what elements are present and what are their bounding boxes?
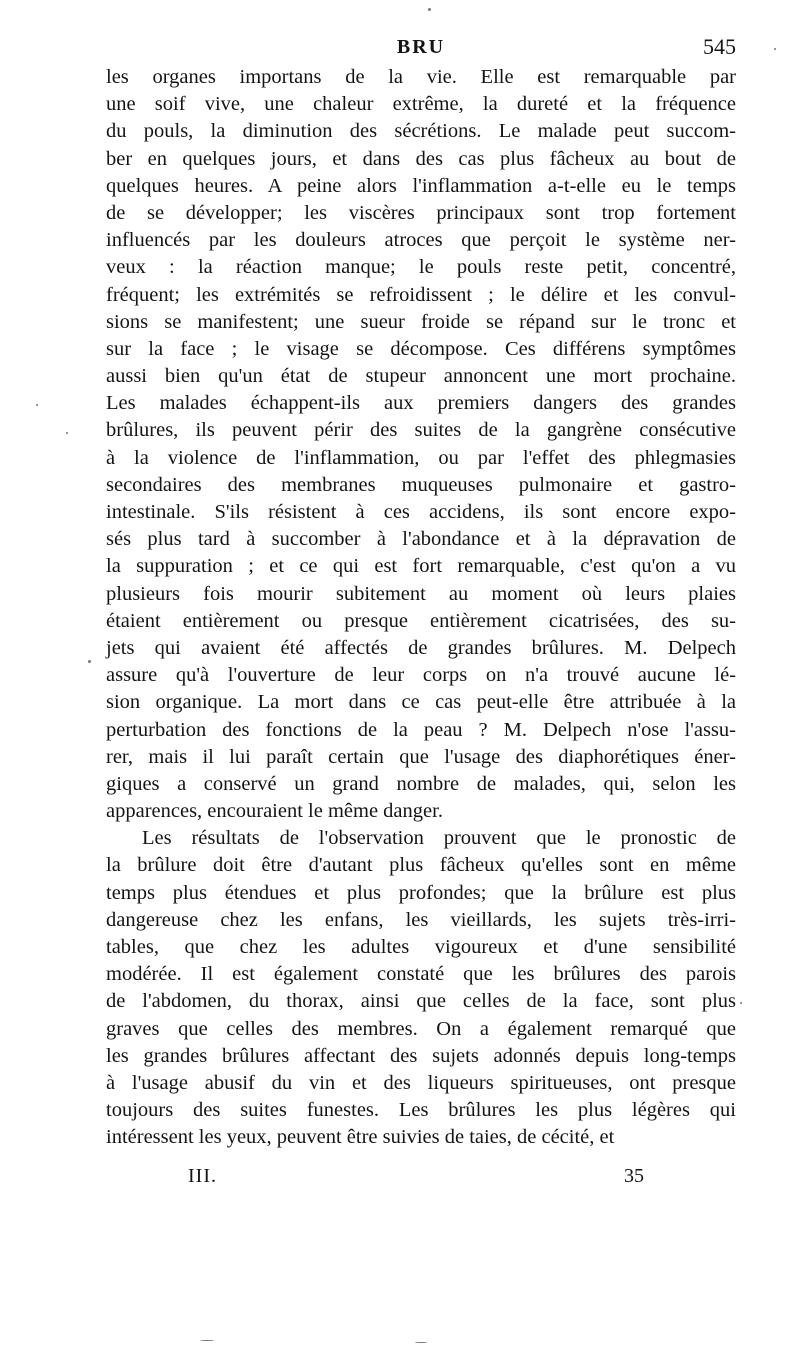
text-line: les grandes brûlures affectant des sujets adonnés depuis long-temps (106, 1044, 736, 1067)
text-line: les organes importans de la vie. Elle est remarquable par (106, 66, 736, 88)
text-line: apparences, encouraient le même danger. (106, 800, 443, 823)
text-line: à la violence de l'inflammation, ou par l'effet des phlegmasies (106, 446, 736, 469)
scan-speck (88, 660, 91, 663)
text-line: aussi bien qu'un état de stupeur annoncent une mort prochaine. (106, 365, 736, 388)
text-line: la brûlure doit être d'autant plus fâcheux qu'elles sont en même (106, 854, 736, 877)
text-line: tables, que chez les adultes vigoureux et d'une sensibilité (106, 936, 736, 958)
body-text (106, 64, 736, 1152)
text-line: une soif vive, une chaleur extrême, la dureté et la fréquence (106, 93, 736, 116)
text-line: ber en quelques jours, et dans des cas plus fâcheux au bout de (106, 147, 736, 170)
page-footer (106, 1165, 736, 1195)
text-line: influencés par les douleurs atroces que perçoit le système ner- (106, 229, 736, 252)
text-line: dangereuse chez les enfans, les vieillards, les sujets très-irri- (106, 908, 736, 931)
scan-speck (36, 404, 38, 406)
text-line: temps plus étendues et plus profondes; que la brûlure est plus (106, 881, 736, 904)
text-line: jets qui avaient été affectés de grandes brûlures. M. Delpech (106, 636, 736, 659)
volume-mark: III. (188, 1165, 217, 1187)
text-line: intestinale. S'ils résistent à ces accidens, ils sont encore expo- (106, 501, 736, 523)
scan-speck (774, 48, 776, 50)
running-head: BRU (396, 36, 446, 58)
text-line: perturbation des fonctions de la peau ? M. Delpech n'ose l'assu- (106, 718, 736, 741)
text-line: brûlures, ils peuvent périr des suites de la gangrène consécutive (106, 419, 736, 442)
text-line: la suppuration ; et ce qui est fort remarquable, c'est qu'on a vu (106, 555, 736, 578)
scan-speck (66, 432, 68, 434)
text-line: toujours des suites funestes. Les brûlures les plus légères qui (106, 1099, 736, 1122)
text-line: assure qu'à l'ouverture de leur corps on n'a trouvé aucune lé- (106, 664, 736, 687)
text-line: plusieurs fois mourir subitement au moment où leurs plaies (106, 582, 736, 605)
scan-speck (740, 1002, 742, 1004)
text-line: rer, mais il lui paraît certain que l'usage des diaphorétiques éner- (106, 745, 736, 768)
page-number: 545 (703, 34, 736, 59)
text-line: Les résultats de l'observation prouvent que le pronostic de (142, 827, 736, 850)
text-line: quelques heures. A peine alors l'inflammation a-t-elle eu le temps (106, 174, 736, 197)
text-line: fréquent; les extrémités se refroidissent ; le délire et les convul- (106, 283, 736, 306)
page-header (106, 34, 736, 64)
text-line: sés plus tard à succomber à l'abondance et à la dépravation de (106, 528, 736, 551)
text-line: du pouls, la diminution des sécrétions. Le malade peut succom- (106, 120, 736, 143)
text-line: sion organique. La mort dans ce cas peut-elle être attribuée à la (106, 691, 736, 714)
text-line: veux : la réaction manque; le pouls reste petit, concentré, (106, 256, 736, 279)
text-line: à l'usage abusif du vin et des liqueurs spiritueuses, ont presque (106, 1071, 736, 1094)
text-line: sions se manifestent; une sueur froide se répand sur le tronc et (106, 310, 736, 333)
scan-speck (200, 1340, 214, 1341)
text-line: modérée. Il est également constaté que les brûlures des parois (106, 963, 736, 986)
text-line: intéressent les yeux, peuvent être suivies de taies, de cécité, et (106, 1126, 615, 1149)
text-line: de l'abdomen, du thorax, ainsi que celles de la face, sont plus (106, 990, 736, 1013)
scan-speck (415, 1342, 427, 1343)
text-line: giques a conservé un grand nombre de malades, qui, selon les (106, 772, 736, 795)
text-line: étaient entièrement ou presque entièrement cicatrisées, des su- (106, 609, 736, 632)
text-line: secondaires des membranes muqueuses pulmonaire et gastro- (106, 473, 736, 496)
text-line: graves que celles des membres. On a également remarqué que (106, 1017, 736, 1040)
text-line: de se développer; les viscères principaux sont trop fortement (106, 201, 736, 224)
text-line: Les malades échappent-ils aux premiers dangers des grandes (106, 392, 736, 415)
text-line: sur la face ; le visage se décompose. Ces différens symptômes (106, 337, 736, 360)
scan-speck (428, 8, 431, 11)
signature-mark: 35 (624, 1165, 644, 1187)
